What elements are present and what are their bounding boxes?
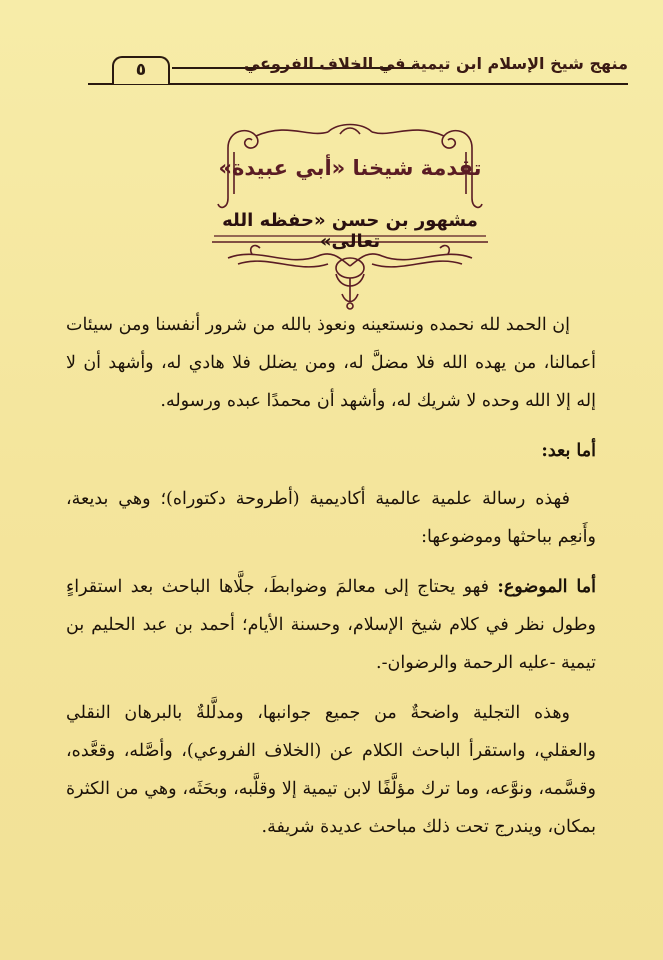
paragraph-4-lead: أما الموضوع: xyxy=(497,577,596,597)
page-number: ٥ xyxy=(135,60,147,80)
paragraph-3: فهذه رسالة علمية عالمية أكاديمية (أطروحة دكتوراه)؛ وهي بديعة، وأَنعِم بباحثها وموضوعها: xyxy=(66,489,596,547)
heading-subtitle: مشهور بن حسن «حفظه الله تعالى» xyxy=(222,210,478,252)
paragraph-4 xyxy=(66,568,596,682)
running-header xyxy=(88,48,628,90)
page-number-box xyxy=(112,56,170,84)
heading-title: تقدمة شيخنا «أبي عبيدة» xyxy=(218,156,482,180)
paragraph-1: إن الحمد لله نحمده ونستعينه ونعوذ بالله من شرور أنفسنا ومن سيئات أعمالنا، من يهده الله فلا مضلَّ له، ومن يضلل فلا هادي له، وأشهد أن لا إله إلا الله وحده لا شريك له، وأشهد أن محمدًا عبده ورسوله. xyxy=(66,315,596,411)
book-title: منهج شيخ الإسلام ابن تيمية في الخلاف الفروعي xyxy=(243,54,628,73)
paragraph-ama-bad: أما بعد: xyxy=(541,441,596,461)
paragraph-5: وهذه التجلية واضحةٌ من جميع جوانبها، ومدلَّلةٌ بالبرهان النقلي والعقلي، واستقرأ الباحث الكلام عن (الخلاف الفروعي)، وأصَّله، وقعَّده، وقسَّمه، ونوَّعه، وما ترك مؤلَّفًا لابن تيمية إلا وقلَّبه، وبحَثَه، وهي من الكثرة بمكان، ويندرج تحت ذلك مباحث عديدة شريفة. xyxy=(66,703,596,837)
paragraph-4-text: فهو يحتاج إلى معالمَ وضوابطَ، جلَّاها الباحث بعد استقراءٍ وطول نظر في كلام شيخ الإسلام، وحسنة الأيام؛ أحمد بن عبد الحليم بن تيمية -عليه الرحمة والرضوان-. xyxy=(66,577,596,673)
body-text xyxy=(66,306,596,846)
ornamental-heading xyxy=(208,118,492,318)
